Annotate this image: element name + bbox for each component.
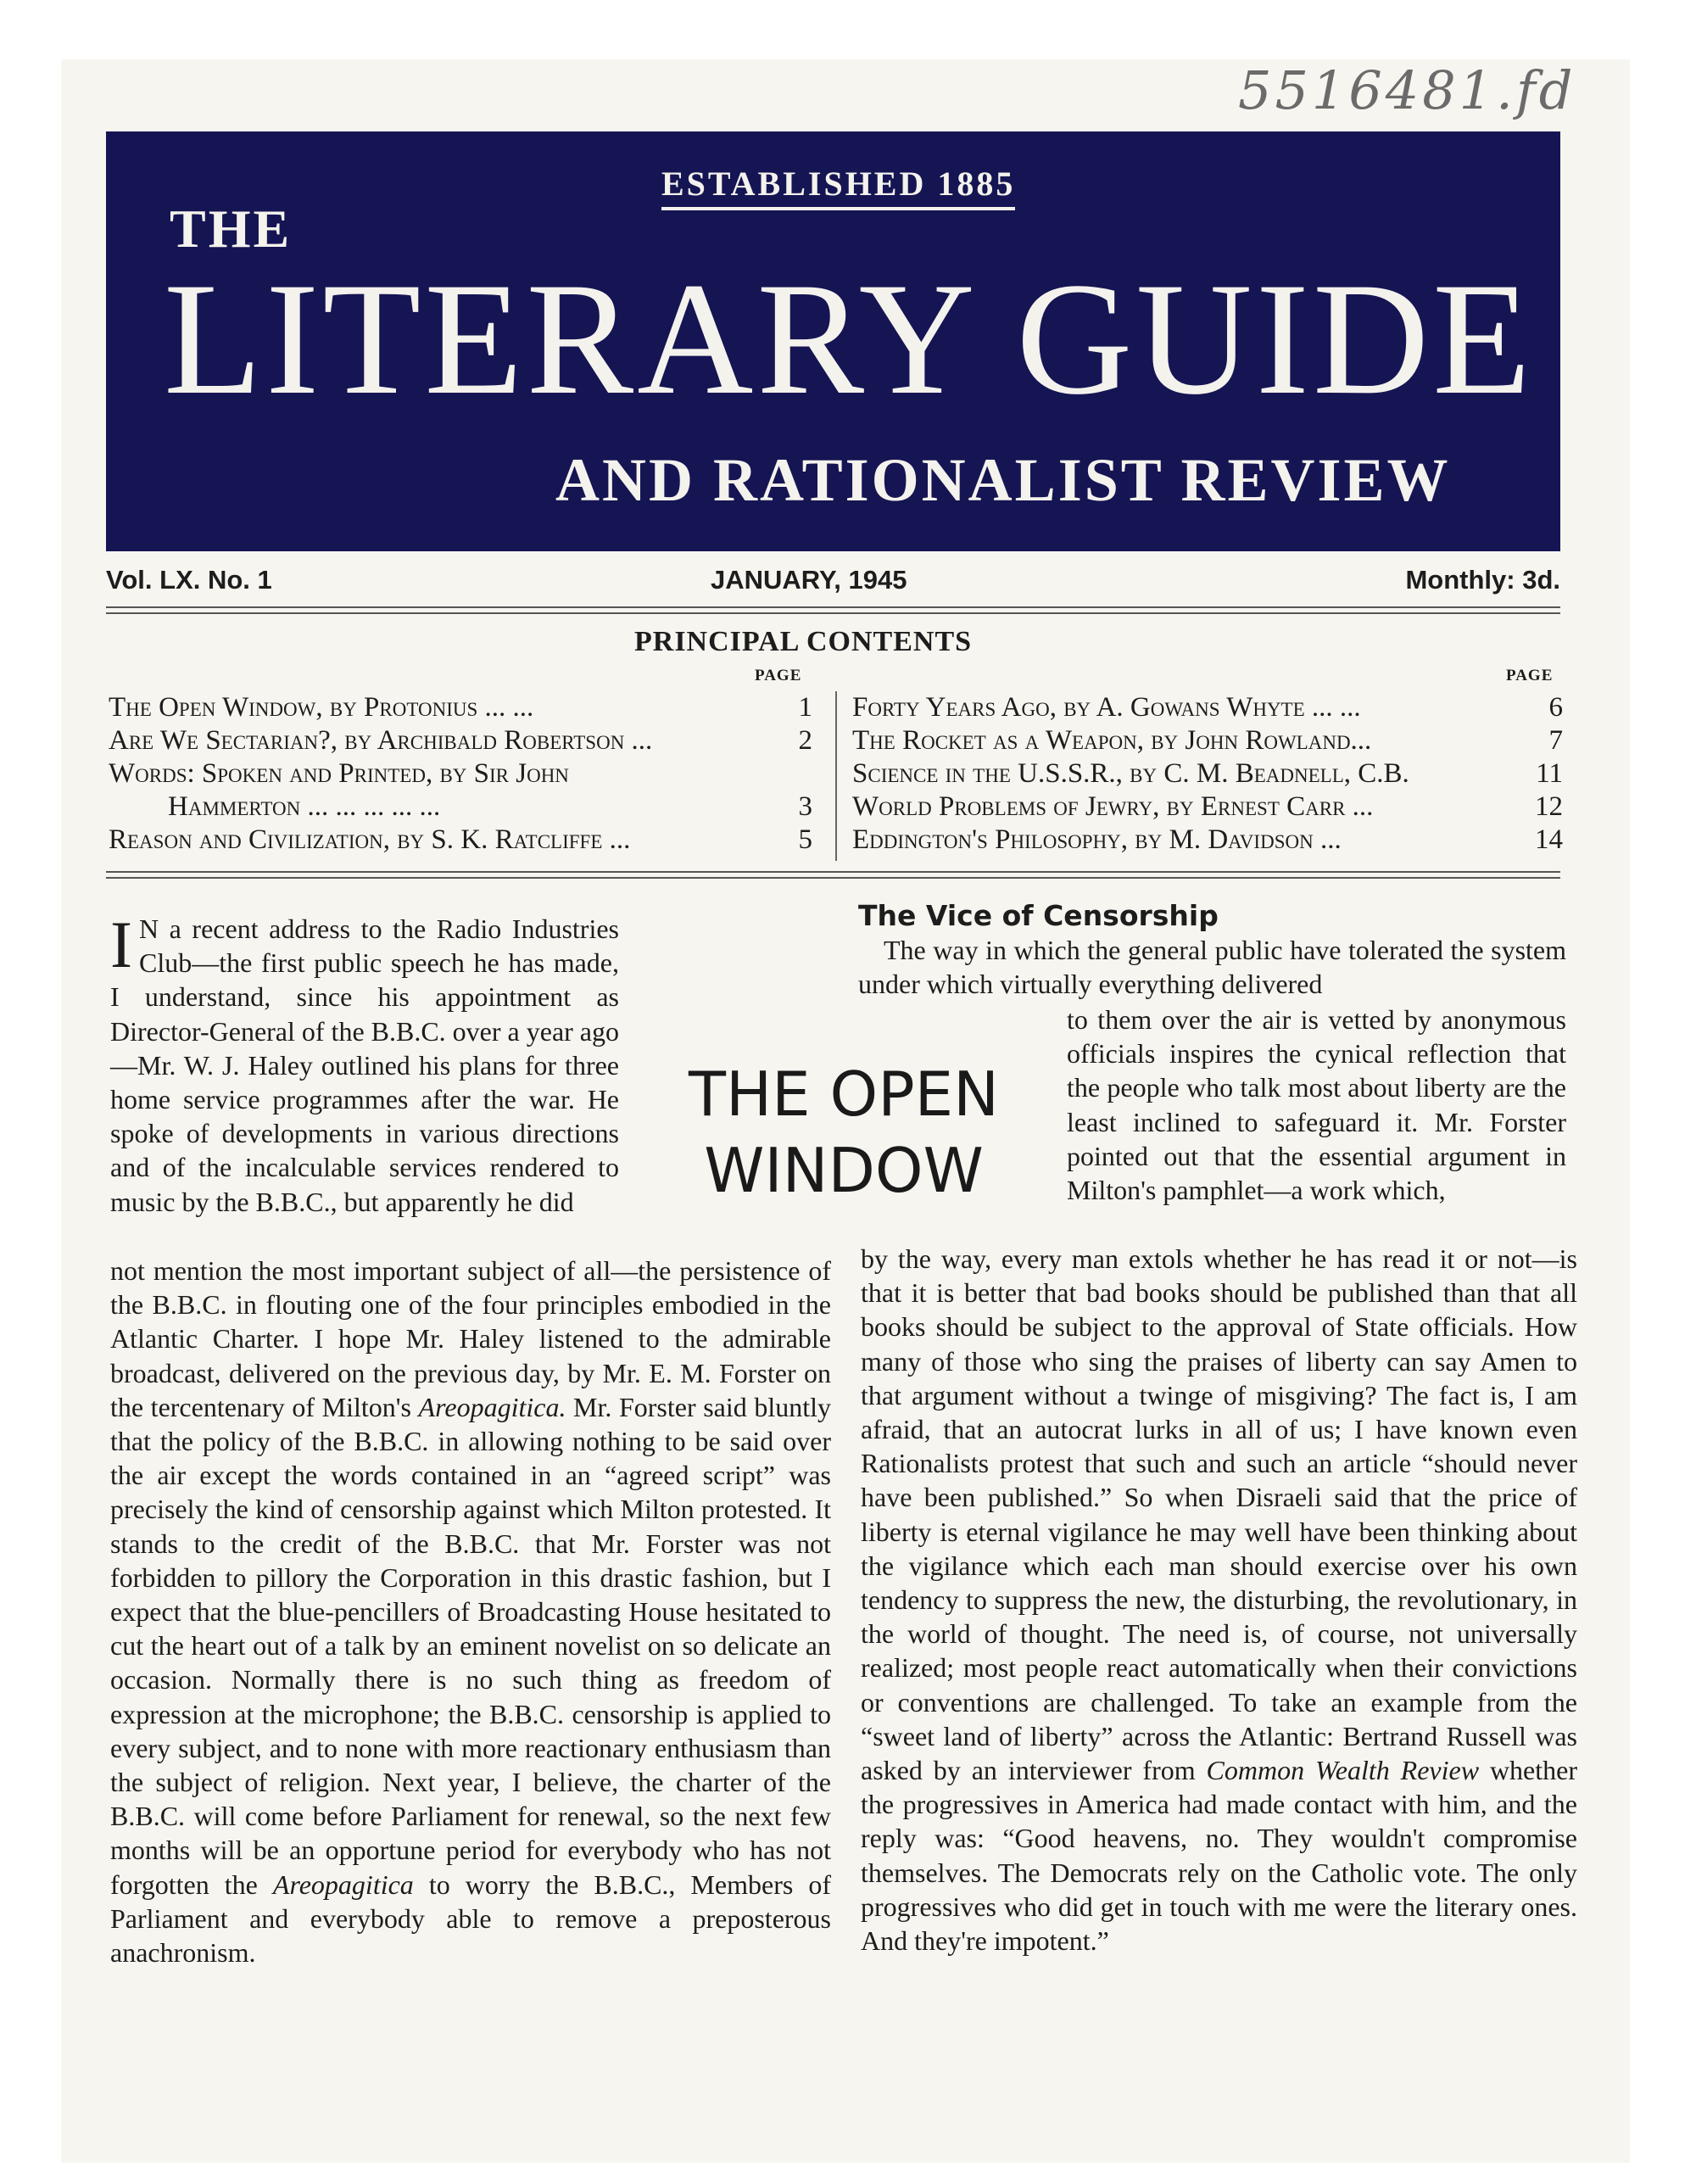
article-text: to worry the B.B.C., Members of Parliament and everybody able to remove a preposterous anachronism. (110, 1868, 832, 1969)
contents-list-left (109, 691, 812, 857)
article-title-line: THE OPEN (689, 1058, 999, 1130)
contents-entry: Forty Years Ago, by A. Gowans Whyte ... ... 6 (852, 692, 1563, 723)
issue-price: Monthly: 3d. (1405, 565, 1560, 595)
masthead-title: LITERARY GUIDE (164, 250, 1535, 428)
article-text: The way in which the general public have tolerated the system under which virtually everything delivered (858, 935, 1566, 1000)
contents-entry: Are We Sectarian?, by Archibald Robertson ... 2 (109, 725, 812, 756)
drop-cap: I (110, 908, 132, 981)
article-text: whether the progressives in America had made contact with him, and the reply was: “Good heavens, no. They wouldn't compromise themselves. The Democrats rely on the Catholic vote. The only progressives who did get in touch with me were the literary ones. And they're impotent.” (861, 1755, 1578, 1957)
article-column-2-top (858, 933, 1566, 1001)
divider (106, 877, 1560, 879)
contents-entry: World Problems of Jewry, by Ernest Carr ... 12 (852, 791, 1563, 822)
article-column-2-bottom (861, 1242, 1577, 1958)
article-text: by the way, every man extols whether he has read it or not—is that it is better that bad books should be published than that all books should be subject to the approval of State officials. How many of those who sing the praises of liberty can say Amen to that argument without a twinge of misgiving? The fact is, I am afraid, that an autocrat lurks in all of us; I have known even Rationalists protest that such and such an article “should never have been published.” So when Disraeli said that the price of liberty is eternal vigilance he may well have been thinking about the vigilance which each man should exercise over his own tendency to suppress the new, the disturbing, the revolutionary, in the world of thought. The need is, of course, not universally realized; most people react automatically when their convictions or conventions are challenged. To take an example from the “sweet land of liberty” across the Atlantic: Bertrand Russell was asked by an interviewer from (861, 1243, 1577, 1786)
contents-entry: Words: Spoken and Printed, by Sir John (109, 758, 569, 789)
masthead-subtitle: AND RATIONALIST REVIEW (555, 446, 1451, 514)
article-column-1-bottom (110, 1254, 831, 1969)
contents-entry: The Open Window, by Protonius ... ... 1 (109, 692, 812, 723)
divider (106, 871, 1560, 873)
volume-number: Vol. LX. No. 1 (106, 565, 272, 595)
established-line: ESTABLISHED 1885 (661, 164, 1015, 210)
contents-entry: Science in the U.S.S.R., by C. M. Beadnell, C.B. 11 (852, 758, 1563, 789)
masthead-the: THE (170, 198, 293, 259)
contents-entry: Reason and Civilization, by S. K. Ratcliffe ... 5 (109, 824, 812, 855)
article-text: N a recent address to the Radio Industries Club—the first public speech he has made, I understand, since his appointment as Director-General of the B.B.C. over a year ago—Mr. W. J. Haley outlined his plans for three home service programmes after the war. He spoke of developments in various directions and of the incalculable services rendered to music by the B.B.C., but apparently he did (110, 913, 619, 1217)
divider (106, 606, 1560, 608)
masthead-banner (106, 131, 1560, 551)
article-text: Mr. Forster said bluntly that the policy of the B.B.C. in allowing nothing to be said over the air except the words contained in an “agreed script” was precisely the kind of censorship against which Milton protested. It stands to the credit of the B.B.C. that Mr. Forster was not forbidden to pillory the Corporation in this drastic fashion, but I expect that the blue-pencillers of Broadcasting House hesitated to cut the heart out of a talk by an eminent novelist on so delicate an occasion. Normally there is no such thing as freedom of expression at the microphone; the B.B.C. censorship is applied to every subject, and to none with more reactionary enthusiasm than the subject of religion. Next year, I believe, the charter of the B.B.C. will come before Parliament for renewal, so the next few months will be an opportune period for everybody who has not forgotten the (110, 1391, 831, 1900)
contents-entry: Hammerton ... ... ... ... ... 3 (168, 791, 812, 822)
contents-entry: The Rocket as a Weapon, by John Rowland... 7 (852, 725, 1563, 756)
issue-date: JANUARY, 1945 (711, 565, 907, 595)
publication-title: Common Wealth Review (1206, 1755, 1480, 1786)
page-column-label: PAGE (1506, 667, 1554, 684)
article-text: not mention the most important subject of all—the persistence of the B.B.C. in flouting one of the four principles embodied in the Atlantic Charter. I hope Mr. Haley listened to the admirable broadcast, delivered on the previous day, by Mr. E. M. Forster on the tercentenary of Milton's (110, 1255, 831, 1422)
article-title (674, 1056, 1013, 1209)
book-title: Areopagitica. (418, 1391, 566, 1422)
section-heading: The Vice of Censorship (858, 899, 1219, 932)
contents-entry: Eddington's Philosophy, by M. Davidson ... 14 (852, 824, 1563, 855)
divider (106, 612, 1560, 614)
contents-list-right (852, 691, 1563, 857)
article-title-line: WINDOW (704, 1135, 984, 1206)
book-title: Areopagitica (272, 1868, 414, 1900)
issue-info-row (106, 560, 1560, 602)
article-column-2-mid (1067, 1003, 1566, 1207)
contents-divider (835, 691, 837, 861)
handwritten-note: 5516481.fd (1238, 59, 1576, 121)
article-column-1-top (110, 908, 619, 1219)
contents-heading: PRINCIPAL CONTENTS (634, 626, 973, 657)
article-text: to them over the air is vetted by anonymous officials inspires the cynical reflection that the people who talk most about liberty are the least inclined to safeguard it. Mr. Forster pointed out that the essential argument in Milton's pamphlet—a work which, (1067, 1004, 1566, 1206)
page-column-label: PAGE (755, 667, 802, 684)
